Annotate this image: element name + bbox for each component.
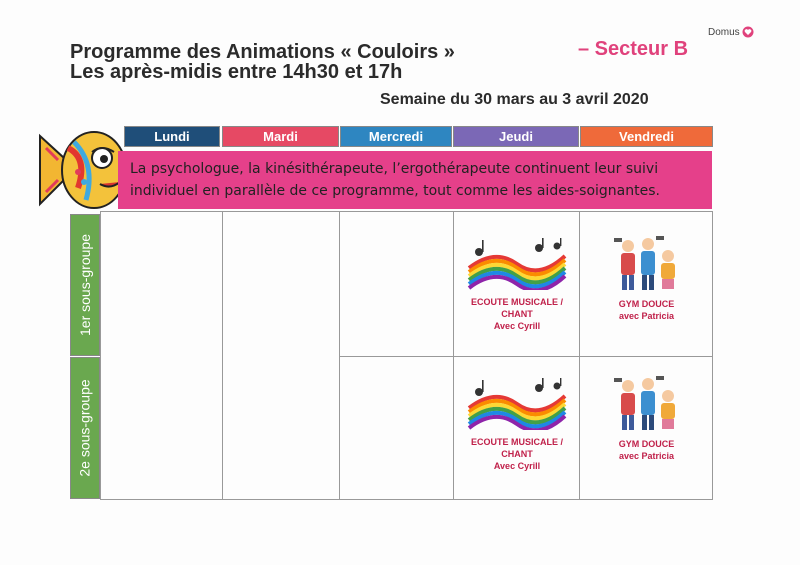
activity-title: ECOUTE MUSICALE / CHANT [470, 297, 563, 319]
title-line-1: Programme des Animations « Couloirs » [70, 41, 455, 63]
grid-line [340, 356, 713, 357]
activity-title: ECOUTE MUSICALE / CHANT [470, 437, 563, 459]
grid-line [453, 211, 454, 500]
activity-title: GYM DOUCE [618, 439, 675, 449]
grid-line [579, 211, 580, 500]
notice-banner: La psychologue, la kinésithérapeute, l’ergothérapeute continuent leur suivi individuel en parallèle de ce programme, tout comme les aides-soignantes. [118, 151, 712, 209]
domus-logo [708, 26, 754, 38]
grid-line [712, 211, 713, 500]
day-header-lundi: Lundi [124, 126, 220, 147]
activity-jeudi-group-1 [455, 238, 579, 332]
page-title [70, 42, 455, 82]
activity-title: GYM DOUCE [618, 299, 675, 309]
grid-line [339, 211, 340, 500]
group-label-2: 2e sous-groupe [70, 357, 100, 499]
grid-line [100, 499, 713, 500]
day-header-mercredi: Mercredi [340, 126, 452, 147]
music-notes-rainbow-icon [465, 238, 569, 290]
activity-host: avec Patricia [618, 451, 675, 461]
gym-seniors-icon [612, 234, 682, 292]
logo-text: Domus [708, 26, 740, 38]
activity-host: Avec Cyrill [493, 321, 541, 331]
activity-host: Avec Cyrill [493, 461, 541, 471]
music-notes-rainbow-icon [465, 378, 569, 430]
activity-jeudi-group-2 [455, 378, 579, 472]
day-header-jeudi: Jeudi [453, 126, 579, 147]
group-label-1: 1er sous-groupe [70, 214, 100, 356]
activity-vendredi-group-1 [581, 234, 712, 322]
activity-host: avec Patricia [618, 311, 675, 321]
grid-line [100, 211, 713, 212]
sector-label: – Secteur B [578, 38, 689, 60]
activity-vendredi-group-2 [581, 374, 712, 462]
grid-line [222, 211, 223, 500]
week-label: Semaine du 30 mars au 3 avril 2020 [380, 91, 649, 108]
day-header-vendredi: Vendredi [580, 126, 713, 147]
gym-seniors-icon [612, 374, 682, 432]
fish-icon [38, 128, 126, 212]
heart-icon [742, 26, 754, 38]
day-header-mardi: Mardi [222, 126, 339, 147]
title-line-2: Les après-midis entre 14h30 et 17h [70, 61, 403, 83]
grid-line [100, 211, 101, 500]
